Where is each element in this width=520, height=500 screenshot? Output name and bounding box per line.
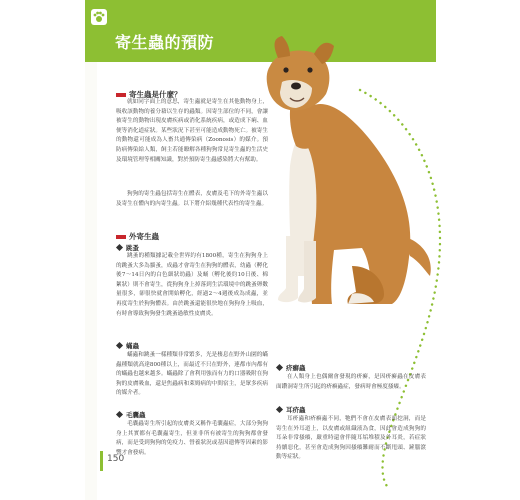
diamond-bullet-icon xyxy=(116,244,123,251)
page-number-marker xyxy=(100,451,103,471)
paragraph-fleas: 跳蚤的種類據記載全世界約有1800種，寄生在狗狗身上的跳蚤大多為貓蚤，成蟲才會寄生在狗狗的體表，幼蟲（孵化後7～14日內的白色細狀幼蟲）及蛹（孵化後約10日後、棉絮狀）則不會寄生，從狗狗身上掉落到生活環境中的跳蚤卵數量很多，卻很快就會開始孵化，經過2～4週後成為成蟲，並再度寄生於狗狗體表。由於跳蚤還能很快地在狗狗身上吸血，有時會導致狗狗發生跳蚤過敏性皮膚炎。 xyxy=(116,253,268,317)
paragraph-sarcoptic-mites: 在人類身上也偶爾會發現的疥癬，是因疥癬蟲在皮膚表面鑽洞寄生所引起的疥癬蟲症，發病時會極度搔癢。 xyxy=(276,374,426,390)
dog-paw-icon xyxy=(91,9,107,25)
paragraph-what-2: 狗狗的寄生蟲包括寄生在體表，皮膚及毛下的外寄生蟲以及寄生在體內的內寄生蟲。以下將介紹幾種代表性的寄生蟲。 xyxy=(116,191,268,207)
paragraph-follicle-mites: 毛囊蟲寄生所引起的皮膚炎又稱作毛囊蟲症，大部分狗狗身上其實都有毛囊蟲寄生，但並非所有被寄生的狗狗都會發病，而是受到狗狗的免疫力、營養狀況或基因遺傳等因素的影響才會發病。 xyxy=(116,421,268,456)
page-title: 寄生蟲的預防 xyxy=(115,33,215,52)
subheading-ear-mites: 耳疥蟲 xyxy=(277,405,306,414)
subheading-fleas: 跳蚤 xyxy=(117,243,139,252)
diamond-bullet-icon xyxy=(116,411,123,418)
heading-marker xyxy=(116,93,126,97)
page-number: 150 xyxy=(107,454,125,464)
subheading-mites: 蟎蟲 xyxy=(117,341,139,350)
page-margin-strip xyxy=(85,62,97,500)
paragraph-mites: 蟎蟲和跳蚤一樣種類非常繁多，光是棲息在野外山園的蟎蟲種類就高達800種以上，而最近不只在野外，連都市內都有的蟎蟲也越來越多。蟎蟲除了會利用強而有力的口器吸附在狗狗的皮膚吸血，還是焦蟲病和萊姆病的中間宿主，是眾多疾病的媒介者。 xyxy=(116,352,268,397)
section-heading-what-is-parasite: 寄生蟲是什麼？ xyxy=(116,89,182,100)
subheading-follicle-mites: 毛囊蟲 xyxy=(117,410,146,419)
subheading-sarcoptic-mites: 疥癬蟲 xyxy=(277,363,306,372)
paragraph-ear-mites: 耳疥蟲和疥癬蟲不同，牠們不會在皮膚表面挖洞，而是寄生在外耳道上，以皮膚或組織液為食，因此會造成狗狗的耳朵非常搔癢，嚴重時還會伴隨耳垢堆積及外耳炎，若症狀持續惡化，甚至會造成狗狗因搔癢難耐而不斷甩頭、鏟腦滾動等症狀。 xyxy=(276,416,426,461)
diamond-bullet-icon xyxy=(276,364,283,371)
heading-marker xyxy=(116,235,126,239)
diamond-bullet-icon xyxy=(116,342,123,349)
diamond-bullet-icon xyxy=(276,406,283,413)
section-heading-external-parasites: 外寄生蟲 xyxy=(116,231,159,242)
paragraph-what-1: 就如同字面上的意思，寄生蟲就是寄生在其他動物身上，吸收該動物的養分藉以生存的蟲類。因寄生部位的不同，會讓被寄生的動物出現皮膚疾病或消化系統疾病，或造成下痢、血便等消化道症狀。某些狀況下甚至可能造成動物死亡。被寄生的動物還可能成為人畜共通傳染病（Zoonosis）的媒介。預防病傳染給人類，飼主若能瞭解各種狗狗常見寄生蟲的生活史及環境管理等相關知識，對於預防寄生蟲感染將大有幫助。 xyxy=(116,99,268,163)
